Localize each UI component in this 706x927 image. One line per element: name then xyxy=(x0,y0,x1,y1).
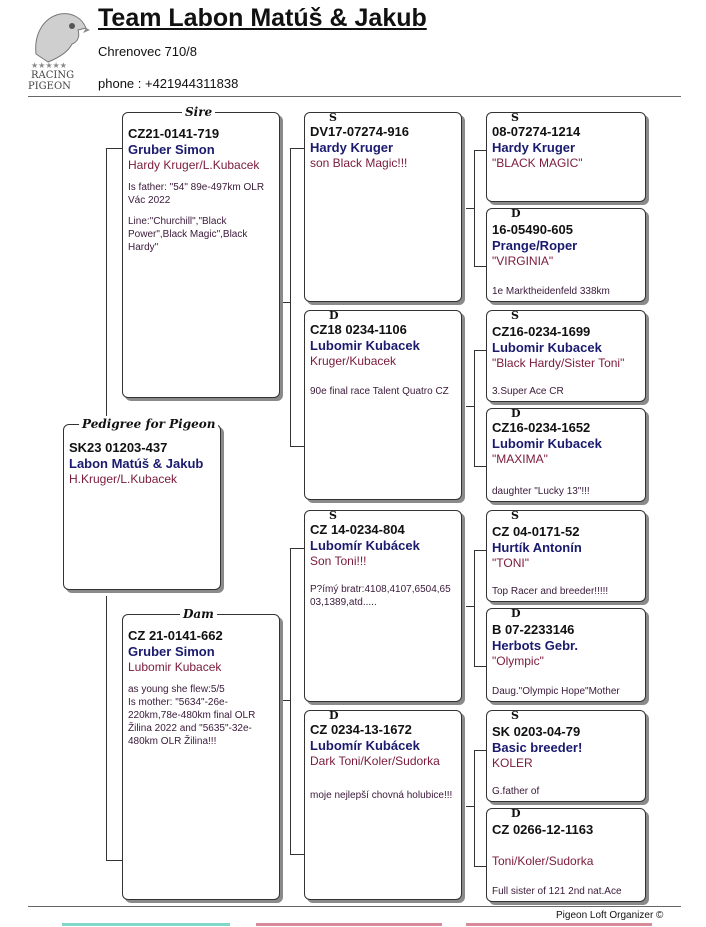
connector-ds-out xyxy=(466,606,474,607)
connector-ssd-in xyxy=(474,266,486,267)
ssd-name: "VIRGINIA" xyxy=(492,254,554,268)
ddd-name: Toni/Koler/Sudorka xyxy=(492,854,594,868)
connector-sire-parents xyxy=(290,148,291,446)
sdd-ring: CZ16-0234-1652 xyxy=(492,420,591,435)
footer-bar-rose-2 xyxy=(466,923,652,926)
connector-sire-vertical xyxy=(106,148,107,416)
ssd-owner: Prange/Roper xyxy=(492,238,578,253)
connector-sire-out xyxy=(282,302,290,303)
dam-dam-card[interactable] xyxy=(304,710,462,900)
sds-name: "Black Hardy/Sister Toni" xyxy=(492,356,625,370)
ssd-ring: 16-05490-605 xyxy=(492,222,573,237)
connector-sd-parents xyxy=(474,350,475,466)
dd-ring: CZ 0234-13-1672 xyxy=(310,722,412,737)
dd-name: Dark Toni/Koler/Sudorka xyxy=(310,754,440,768)
sire-label: Sire xyxy=(182,105,215,119)
connector-dds-in xyxy=(474,750,486,751)
loft-phone: phone : +421944311838 xyxy=(98,76,239,91)
connector-ds-in xyxy=(290,548,304,549)
connector-dam-parents xyxy=(290,548,291,854)
dds-note: G.father of xyxy=(492,786,540,797)
sdd-name: "MAXIMA" xyxy=(492,452,548,466)
dss-card[interactable] xyxy=(486,510,646,602)
footer-bar-rose xyxy=(256,923,442,926)
sds-ring: CZ16-0234-1699 xyxy=(492,324,591,339)
sex-marker-s: S xyxy=(511,310,519,322)
ssd-card[interactable] xyxy=(486,208,646,302)
dam-sire-card[interactable] xyxy=(304,510,462,702)
subject-ring: SK23 01203-437 xyxy=(69,440,168,455)
dds-card[interactable] xyxy=(486,710,646,802)
dss-name: "TONI" xyxy=(492,556,529,570)
ddd-ring: CZ 0266-12-1163 xyxy=(492,822,594,837)
connector-dd-parents xyxy=(474,750,475,866)
sex-marker-d: D xyxy=(511,208,521,220)
sex-marker-s: S xyxy=(511,112,519,124)
ss-ring: DV17-07274-916 xyxy=(310,124,410,139)
sss-card[interactable] xyxy=(486,112,646,202)
sire-note-line: Line:"Churchill","Black Power",Black Magic",Black Hardy" xyxy=(128,216,248,253)
sds-card[interactable] xyxy=(486,310,646,402)
loft-address: Chrenovec 710/8 xyxy=(98,44,198,59)
pigeon-head-icon xyxy=(28,6,90,92)
sire-note-father: Is father: "54" 89e-497km OLR Vác 2022 xyxy=(128,182,265,206)
dd-owner: Lubomír Kubácek xyxy=(310,738,420,753)
sss-owner: Hardy Kruger xyxy=(492,140,576,155)
connector-dd-out xyxy=(466,806,474,807)
dam-name: Lubomir Kubacek xyxy=(128,660,222,674)
sire-sire-card[interactable] xyxy=(304,112,462,302)
subject-pigeon-card[interactable] xyxy=(63,424,221,590)
sire-ring: CZ21-0141-719 xyxy=(128,126,220,141)
dam-owner: Gruber Simon xyxy=(128,644,215,659)
ds-name: Son Toni!!! xyxy=(310,554,367,568)
header-divider xyxy=(28,96,681,97)
loft-title: Team Labon Matúš & Jakub xyxy=(98,4,427,32)
sd-name: Kruger/Kubacek xyxy=(310,354,397,368)
connector-dsd-in xyxy=(474,666,486,667)
footer-bar-teal xyxy=(62,923,230,926)
sex-marker-s: S xyxy=(329,510,337,522)
connector-dam-horizontal xyxy=(106,860,122,861)
dsd-card[interactable] xyxy=(486,608,646,702)
dss-owner: Hurtík Antonín xyxy=(492,540,582,555)
connector-dss-in xyxy=(474,550,486,551)
ds-note: P?ímý bratr:4108,4107,6504,6503,1389,atd..... xyxy=(310,584,451,608)
footer-credit: Pigeon Loft Organizer © xyxy=(556,910,664,921)
dd-note: moje nejlepší chovná holubice!!! xyxy=(310,790,453,801)
sex-marker-d: D xyxy=(511,808,521,820)
sds-owner: Lubomir Kubacek xyxy=(492,340,602,355)
svg-text:PIGEON: PIGEON xyxy=(28,81,71,92)
ss-owner: Hardy Kruger xyxy=(310,140,394,155)
svg-text:RACING: RACING xyxy=(31,70,75,81)
connector-sss-in xyxy=(474,150,486,151)
dam-label: Dam xyxy=(180,607,217,621)
sss-name: "BLACK MAGIC" xyxy=(492,156,583,170)
sd-note: 90e final race Talent Quatro CZ xyxy=(310,386,449,397)
sd-owner: Lubomir Kubacek xyxy=(310,338,420,353)
dsd-ring: B 07-2233146 xyxy=(492,622,575,637)
connector-sds-in xyxy=(474,350,486,351)
connector-ss-parents xyxy=(474,150,475,266)
sire-dam-card[interactable] xyxy=(304,310,462,500)
sex-marker-s: S xyxy=(511,510,519,522)
sdd-note: daughter "Lucky 13"!!! xyxy=(492,486,590,497)
ddd-card[interactable] xyxy=(486,808,646,902)
dds-ring: SK 0203-04-79 xyxy=(492,724,581,739)
ddd-note: Full sister of 121 2nd nat.Ace xyxy=(492,886,622,897)
ds-ring: CZ 14-0234-804 xyxy=(310,522,405,537)
sire-name: Hardy Kruger/L.Kubacek xyxy=(128,158,260,172)
dsd-note: Daug."Olympic Hope"Mother xyxy=(492,686,620,697)
dds-name: KOLER xyxy=(492,756,533,770)
dss-note: Top Racer and breeder!!!!! xyxy=(492,586,609,597)
connector-ss-in xyxy=(290,148,304,149)
racing-pigeon-logo xyxy=(28,6,90,92)
sex-marker-d: D xyxy=(329,710,339,722)
sex-marker-d: D xyxy=(329,310,339,322)
sds-note: 3.Super Ace CR xyxy=(492,386,564,397)
svg-text:★★★★★: ★★★★★ xyxy=(31,61,67,70)
connector-sdd-in xyxy=(474,466,486,467)
connector-sire-horizontal xyxy=(106,148,122,149)
subject-owner: Labon Matúš & Jakub xyxy=(69,456,204,471)
ssd-note: 1e Marktheidenfeld 338km xyxy=(492,286,610,297)
dam-ring: CZ 21-0141-662 xyxy=(128,628,223,643)
sire-card[interactable] xyxy=(122,112,280,398)
connector-ds-parents xyxy=(474,550,475,666)
connector-ss-out xyxy=(466,208,474,209)
sex-marker-d: D xyxy=(511,408,521,420)
ds-owner: Lubomír Kubácek xyxy=(310,538,420,553)
subject-name: H.Kruger/L.Kubacek xyxy=(69,472,178,486)
sdd-owner: Lubomir Kubacek xyxy=(492,436,602,451)
footer-divider xyxy=(28,906,681,907)
sex-marker-d: D xyxy=(511,608,521,620)
dss-ring: CZ 04-0171-52 xyxy=(492,524,580,539)
connector-sd-out xyxy=(466,406,474,407)
sex-marker-s: S xyxy=(511,710,519,722)
connector-dam-vertical xyxy=(106,596,107,860)
dsd-owner: Herbots Gebr. xyxy=(492,638,578,653)
connector-dam-out xyxy=(282,700,290,701)
sire-owner: Gruber Simon xyxy=(128,142,215,157)
dsd-name: "Olympic" xyxy=(492,654,544,668)
pedigree-for-label: Pedigree for Pigeon xyxy=(79,417,218,431)
sdd-card[interactable] xyxy=(486,408,646,502)
dds-owner: Basic breeder! xyxy=(492,740,583,755)
dam-note-mother: Is mother: "5634"-26e-220km,78e-480km final OLR Žilina 2022 and "5635"-32e-480km OLR Žilina!!! xyxy=(128,697,256,747)
ss-name: son Black Magic!!! xyxy=(310,156,408,170)
connector-ddd-in xyxy=(474,866,486,867)
connector-sd-in xyxy=(290,446,304,447)
connector-dd-in xyxy=(290,854,304,855)
sss-ring: 08-07274-1214 xyxy=(492,124,581,139)
dam-note-young: as young she flew:5/5 xyxy=(128,684,225,695)
sd-ring: CZ18 0234-1106 xyxy=(310,322,407,337)
sex-marker-s: S xyxy=(329,112,337,124)
dam-card[interactable] xyxy=(122,614,280,900)
